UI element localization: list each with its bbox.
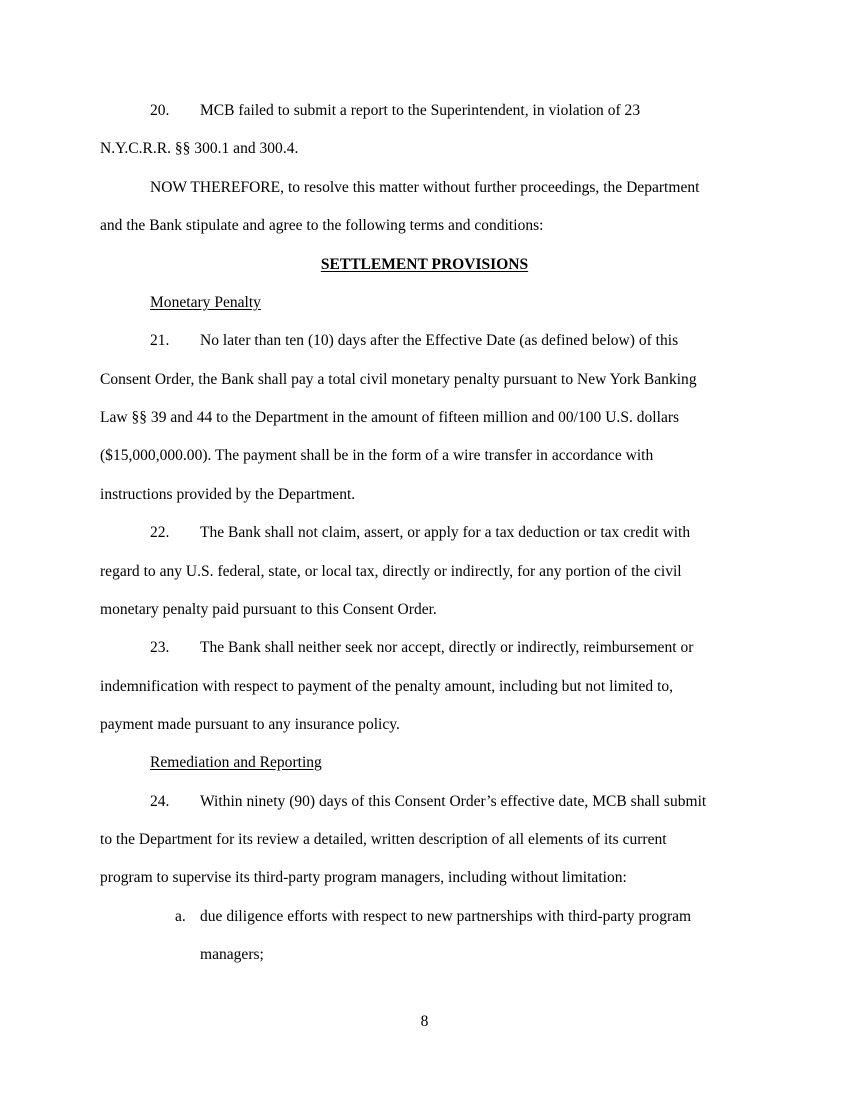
list-item-letter: a. [175, 908, 186, 925]
paragraph-text: ($15,000,000.00). The payment shall be in the form of a wire transfer in accordance with [100, 447, 654, 464]
paragraph-text: and the Bank stipulate and agree to the following terms and conditions: [100, 217, 544, 234]
paragraph-text: Within ninety (90) days of this Consent Order’s effective date, MCB shall submit [200, 793, 707, 810]
paragraph-number: 22. [150, 524, 170, 541]
paragraph-text: payment made pursuant to any insurance policy. [100, 716, 400, 733]
paragraph-text: program to supervise its third-party program managers, including without limitation: [100, 869, 627, 886]
paragraph-number: 24. [150, 793, 170, 810]
paragraph-text: NOW THEREFORE, to resolve this matter without further proceedings, the Department [150, 179, 700, 196]
paragraph-text: regard to any U.S. federal, state, or local tax, directly or indirectly, for any portion of the civil [100, 563, 682, 580]
paragraph-number: 23. [150, 639, 170, 656]
paragraph-text: monetary penalty paid pursuant to this Consent Order. [100, 601, 437, 618]
paragraph-text: MCB failed to submit a report to the Superintendent, in violation of 23 [200, 102, 641, 119]
section-heading: SETTLEMENT PROVISIONS [320, 256, 529, 273]
paragraph-text: instructions provided by the Department. [100, 486, 356, 503]
paragraph-text: The Bank shall neither seek nor accept, directly or indirectly, reimbursement or [200, 639, 694, 656]
subheading: Remediation and Reporting [150, 754, 322, 771]
list-item-text: managers; [200, 946, 264, 963]
paragraph-text: No later than ten (10) days after the Effective Date (as defined below) of this [200, 332, 679, 349]
paragraph-text: to the Department for its review a detailed, written description of all elements of its current [100, 831, 667, 848]
paragraph-number: 20. [150, 102, 170, 119]
paragraph-text: Law §§ 39 and 44 to the Department in the amount of fifteen million and 00/100 U.S. dollars [100, 409, 680, 426]
paragraph-number: 21. [150, 332, 170, 349]
paragraph-text: indemnification with respect to payment of the penalty amount, including but not limited to, [100, 678, 674, 695]
paragraph-text: Consent Order, the Bank shall pay a total civil monetary penalty pursuant to New York Banking [100, 371, 697, 388]
paragraph-text: The Bank shall not claim, assert, or apply for a tax deduction or tax credit with [200, 524, 691, 541]
subheading: Monetary Penalty [150, 294, 261, 311]
list-item-text: due diligence efforts with respect to new partnerships with third-party program [200, 908, 692, 925]
paragraph-text: N.Y.C.R.R. §§ 300.1 and 300.4. [100, 140, 299, 157]
page-number: 8 [420, 1013, 429, 1030]
